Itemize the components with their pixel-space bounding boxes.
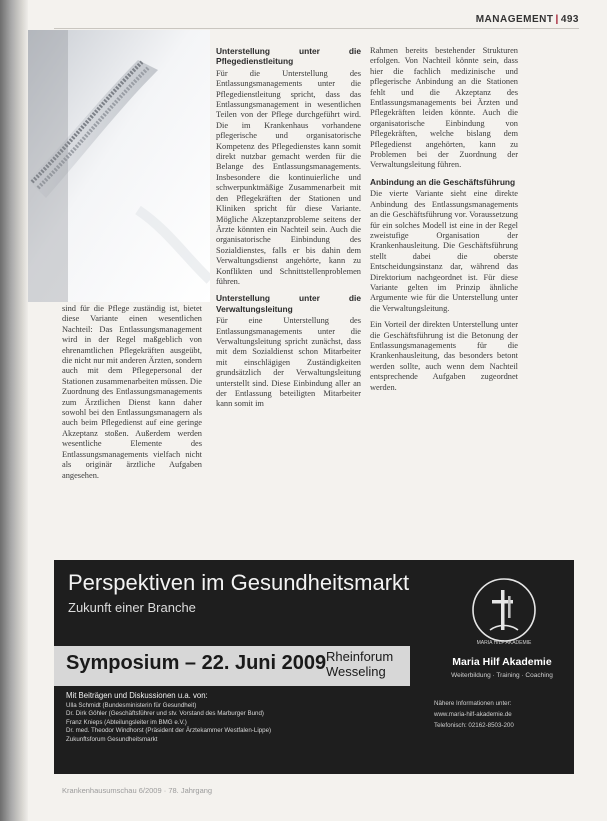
ad-speaker: Franz Knieps (Abteilungsleiter im BMG e.V.)	[66, 718, 187, 726]
paragraph: Rahmen bereits bestehender Strukturen erfolgen. Von Nachteil könnte sein, dass hier die fachlich medizinische und pflegerische Anbindung an die Stationen fehlt und die Akzeptanz des Entlassungsmanagements bei Ärzten und Pflegekräften leiden könnte. Auch die organisatorische Einbindung von Pflegekräften, welche bislang dem Pflegedienst angehörten, kann zu Problemen bei der Zuordnung der Verwaltungsleitung führen.	[370, 46, 518, 170]
ad-logo-caption: MARIA HILF AKADEMIE	[476, 640, 532, 646]
page-footer: Krankenhausumschau 6/2009 · 78. Jahrgang	[62, 786, 213, 795]
paragraph: Für eine Unterstellung des Entlassungsmanagements unter die Verwaltungsleitung spricht zunächst, dass mit dem Sozialdienst schon Mitarbeiter mit einschlägigen Zuständigkeiten grundsätzlich der Verwaltungsleitung unterstellt sind. Diese Einbindung aller an der Entlassung beteiligten Mitarbeiter kann somit im	[216, 316, 361, 409]
paragraph: sind für die Pflege zuständig ist, bietet diese Variante einen wesentlichen Nachteil: Das Entlassungsmanagement wird in der Regel maßgeblich von ehrenamtlichen Pflegekräften ausgeübt, die nicht nur mit anderen Ärzten, sondern auch mit dem Pflegepersonal der Stationen zusammenarbeiten müssen. Die Zuordnung des Entlassungsmanagements zum Ärztlichen Dienst kann daher sowohl bei den Entlassungsmanagern als auch beim Pflegedienst auf eine geringe Akzeptanz stoßen. Außerdem werden wesentliche Elemente des Entlassungsmanagements vielfach nicht als originär ärztliche Aufgaben angesehen.	[62, 304, 202, 480]
symposium-advertisement	[54, 560, 574, 774]
page-header	[476, 14, 579, 25]
ad-contact-lead: Nähere Informationen unter:	[434, 700, 512, 707]
ad-location	[326, 649, 393, 679]
section-heading: Unterstellung unter die Verwaltungsleitung	[216, 293, 361, 314]
section-heading: Unterstellung unter die Pflegedienstleitung	[216, 46, 361, 67]
ad-location-venue: Rheinforum	[326, 649, 394, 664]
ad-phone: Telefonisch: 02162-8503-200	[434, 722, 514, 729]
ad-location-city: Wesseling	[326, 664, 386, 679]
section-name: MANAGEMENT	[475, 14, 554, 25]
ad-date-band	[54, 646, 410, 686]
ad-speaker-list	[66, 692, 406, 745]
ad-tagline: Weiterbildung · Training · Coaching	[451, 672, 553, 679]
zipper-photo	[28, 30, 210, 302]
article-column-3	[370, 46, 518, 546]
article-column-2	[216, 46, 361, 546]
section-heading: Anbindung an die Geschäftsführung	[370, 176, 516, 187]
header-separator: |	[555, 14, 559, 25]
paragraph: Ein Vorteil der direkten Unterstellung unter die Geschäftsführung ist die Betonung der Entlassungsmanagements für die Krankenhausleitung, das besonders betont werden sollte, auch wenn dem Nachteil entsprechende Aufgaben zugeordnet werden.	[370, 320, 518, 392]
paragraph: Die vierte Variante sieht eine direkte Anbindung des Entlassungsmanagements an die Geschäftsführung vor. Voraussetzung für ein solches Modell ist eine in der Regel zweistufige Organisation der Krankenhausleitung. Die Geschäftsführung stellt dabei die oberste Entscheidungsinstanz dar, während das Direktorium nachgeordnet ist. Für diese Variante gelten im Prinzip ähnliche Argumente wie für die Unterstellung unter die Verwaltungsleitung.	[370, 189, 518, 313]
ad-brand-name: Maria Hilf Akademie	[452, 656, 552, 668]
ad-website[interactable]: www.maria-hilf-akademie.de	[434, 711, 512, 718]
page-spine-shadow	[0, 0, 28, 821]
ad-title: Perspektiven im Gesundheitsmarkt	[68, 570, 410, 595]
ad-contact-info	[434, 698, 570, 731]
ad-subtitle: Zukunft einer Branche	[68, 600, 196, 615]
zipper-image	[28, 30, 210, 302]
paragraph: Für die Unterstellung des Entlassungsmanagements unter die Pflegedienstleitung spricht, dass das Entlassungsmanagement in wesentlichen Teilen von der Pflege durchgeführt wird. Die im Krankenhaus vorhandene pflegerische und organisatorische Kompetenz des Pflegedienstes kann somit direkt nutzbar gemacht werden für die Belange des Entlassungsmanagements. Insbesondere die kontinuierliche und schwerpunktmäßige Zusammenarbeit mit den Pflegekräften der Stationen und Kliniken spricht für diese Variante. Mögliche Akzeptanzprobleme seitens der Ärzte könnten ein Nachteil sein. Auch die organisatorische Einbindung des Sozialdienstes, falls er bis dahin dem Verwaltungsdienst angehörte, kann zu Konflikten und Schnittstellenproblemen führen.	[216, 68, 361, 286]
ad-speaker: Ulla Schmidt (Bundesministerin für Gesundheit)	[66, 701, 197, 709]
ad-speakers-lead: Mit Beiträgen und Diskussionen u.a. von:	[66, 691, 208, 700]
ad-speaker: Dr. med. Theodor Windhorst (Präsident der Ärztekammer Westfalen-Lippe)	[66, 727, 272, 735]
header-rule	[54, 28, 579, 29]
ad-speaker: Dr. Dirk Göhler (Geschäftsführer und stv. Vorstand des Marburger Bund)	[66, 710, 264, 718]
ad-speaker: Zukunftsforum Gesundheitsmarkt	[66, 735, 158, 743]
maria-hilf-cross-logo-icon	[468, 574, 540, 646]
page-number: 493	[560, 14, 579, 25]
ad-symposium-date: Symposium – 22. Juni 2009	[66, 652, 327, 674]
article-column-1	[62, 304, 202, 542]
